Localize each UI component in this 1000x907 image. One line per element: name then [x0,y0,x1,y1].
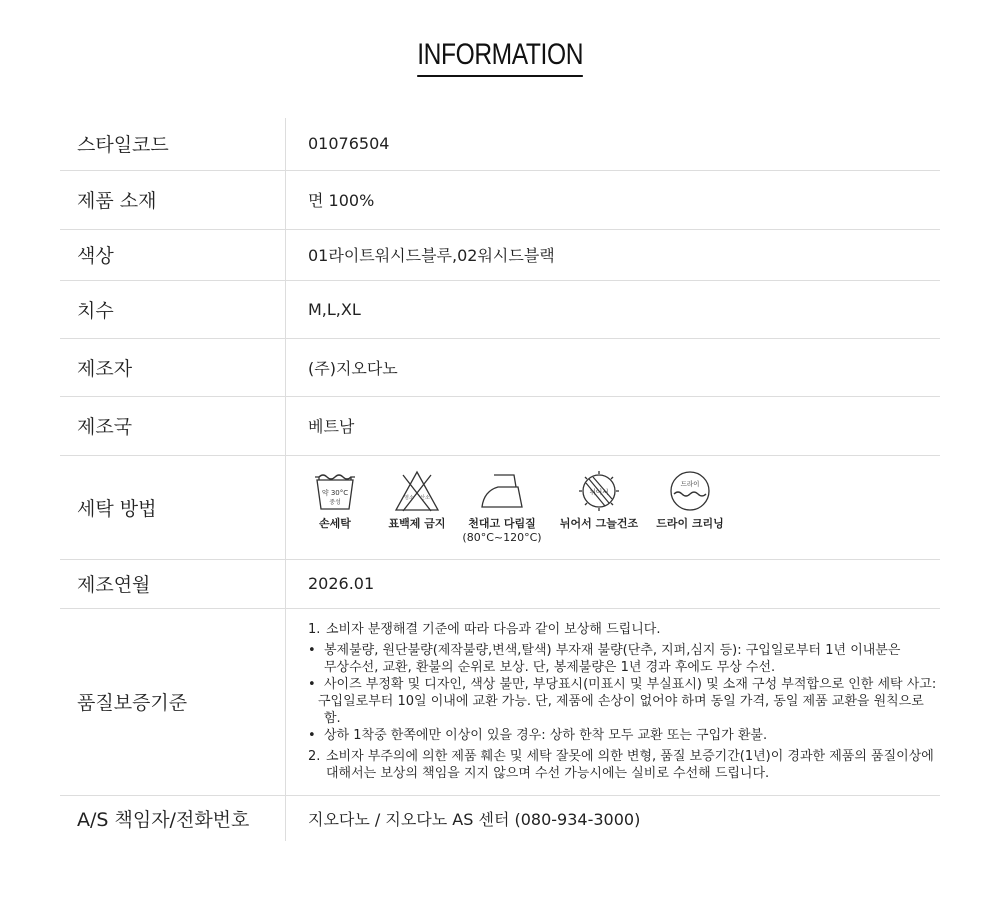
row-value: 2026.01 [286,559,941,608]
list-number: 1. [308,622,321,637]
table-row [60,229,940,280]
care-label: 손세탁 [319,517,351,530]
quality-paragraph [308,621,940,638]
info-title-wrap [0,38,1000,77]
row-value: 면 100% [286,170,941,229]
bullet-mark: • [308,643,316,658]
bullet-mark: • [308,677,316,692]
row-label: 제조국 [60,396,286,455]
text-line: 봉제불량, 원단불량(제작불량,변색,탈색) 부자재 불량(단추, 지퍼,심지 등): 구입일로부터 1년 이내분은 [324,643,901,658]
quality-bullet [308,676,940,727]
row-label: A/S 책임자/전화번호 [60,795,286,841]
icon-text: 드라이 [680,480,700,488]
table-row [60,559,940,608]
iron-icon [478,469,526,513]
row-value: M,L,XL [286,280,941,338]
bullet-mark: • [308,728,316,743]
icon-text: 산소 [420,495,430,501]
icon-text: 염소 [404,495,414,501]
row-label: 색상 [60,229,286,280]
row-value: 01076504 [286,118,941,170]
paragraph-text [326,748,934,782]
quality-bullet [308,727,940,744]
hand-wash-icon [313,469,357,513]
care-item [460,469,544,545]
row-value: (주)지오다노 [286,338,941,396]
table-row [60,280,940,338]
quality-cell [286,608,941,795]
table-row [60,338,940,396]
care-label: 뉘어서 그늘건조 [559,517,639,530]
row-value: 01라이트워시드블루,02워시드블랙 [286,229,941,280]
page-title: INFORMATION [417,38,583,77]
text-line: 무상수선, 교환, 환불의 순위로 보상. 단, 봉제불량은 1년 경과 후에도 무상 수선. [324,660,776,675]
icon-text: 약 30°C [321,489,349,497]
quality-text [308,621,940,782]
table-row [60,455,940,559]
care-item [380,469,454,531]
care-item [650,469,730,531]
care-item [554,469,644,531]
paragraph-text: 소비자 분쟁해결 기준에 따라 다음과 같이 보상해 드립니다. [326,622,661,637]
table-row [60,118,940,170]
table-row [60,795,940,841]
product-info-table [60,118,940,841]
bullet-text [324,642,900,676]
text-line: 사이즈 부정확 및 디자인, 색상 불만, 부당표시(미표시 및 부실표시) 및 소재 구성 부적합으로 인한 세탁 사고: [324,677,937,692]
row-label: 품질보증기준 [60,608,286,795]
list-number: 2. [308,749,321,764]
row-label: 치수 [60,280,286,338]
no-bleach-icon [393,469,441,513]
icon-text: 뉘어서 [589,488,609,496]
bullet-text [318,676,940,727]
care-label: 천대고 다림질 [468,517,536,530]
washing-icons-cell [286,455,941,559]
row-label: 제조자 [60,338,286,396]
quality-bullet [308,642,940,676]
text-line: 구입일로부터 10일 이내에 교환 가능. 단, 제품에 손상이 없어야 하며 동일 가격, 동일 제품 교환을 원칙으로 함. [318,694,924,726]
row-value: 지오다노 / 지오다노 AS 센터 (080-934-3000) [308,809,641,829]
care-label: 표백제 금지 [388,517,446,530]
text-line: 대해서는 보상의 책임을 지지 않으며 수선 가능시에는 실비로 수선해 드립니다. [326,766,770,781]
table-row [60,608,940,795]
care-item [300,469,370,531]
shade-dry-flat-icon [575,469,623,513]
care-sub: (80°C~120°C) [462,531,542,544]
care-label: 드라이 크리닝 [656,517,724,530]
text-line: 소비자 부주의에 의한 제품 훼손 및 세탁 잘못에 의한 변형, 품질 보증기간(1년)이 경과한 제품의 품질이상에 [326,749,934,764]
table-row [60,170,940,229]
row-label: 스타일코드 [60,118,286,170]
bullet-text: 상하 1착중 한쪽에만 이상이 있을 경우: 상하 한착 모두 교환 또는 구입가 환불. [324,728,768,743]
row-label: 제조연월 [60,559,286,608]
row-label: 제품 소재 [60,170,286,229]
icon-text: 중성 [329,499,341,506]
care-icons [300,469,940,545]
dry-clean-icon [666,469,714,513]
row-label: 세탁 방법 [60,455,286,559]
row-value: 베트남 [286,396,941,455]
table-row [60,396,940,455]
quality-paragraph [308,748,940,782]
